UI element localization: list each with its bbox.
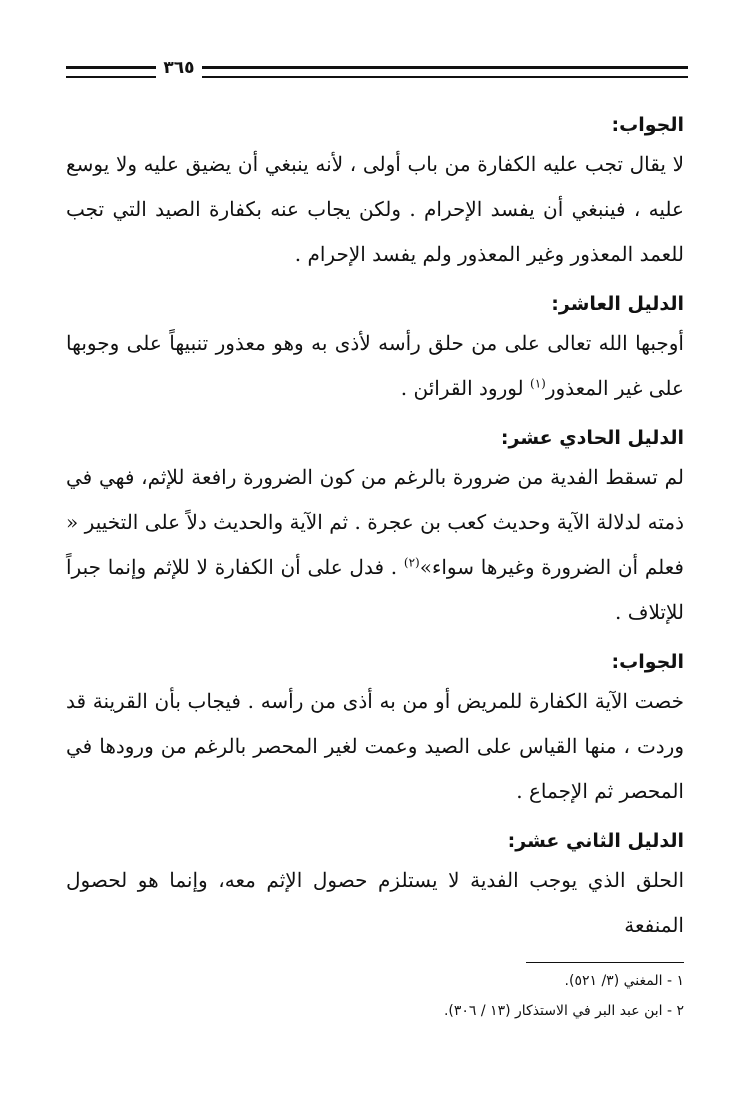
- footnote-ref[interactable]: (٢): [403, 555, 420, 570]
- paragraph: [66, 321, 684, 411]
- header-rule-left: [66, 66, 156, 78]
- footnote: ١ - المغني (٣/ ٥٢١).: [564, 973, 684, 989]
- paragraph: لا يقال تجب عليه الكفارة من باب أولى ، لأنه ينبغي أن يضيق عليه ولا يوسع عليه ، فينبغي أن يفسد الإحرام . ولكن يجاب عنه بكفارة الصيد التي تجب للعمد المعذور وغير المعذور ولم يفسد الإحرام .: [66, 152, 684, 266]
- paragraph: خصت الآية الكفارة للمريض أو من به أذى من رأسه . فيجاب بأن القرينة قد وردت ، منها القياس على الصيد وعمت لغير المحصر بالرغم من ورودها في المحصر ثم الإجماع .: [66, 689, 684, 803]
- footnote-divider: [526, 962, 684, 963]
- footnotes: [66, 966, 684, 1026]
- footnote-ref[interactable]: (١): [530, 376, 546, 391]
- paragraph: الحلق الذي يوجب الفدية لا يستلزم حصول الإثم معه، وإنما هو لحصول المنفعة: [66, 868, 684, 937]
- paragraph-text: لم تسقط الفدية من ضرورة بالرغم من كون الضرورة رافعة للإثم، فهي في ذمته لدلالة الآية وحديث كعب بن عجرة . ثم الآية والحديث دلاً على التخيير « فعلم أن الضرورة وغيرها سواء»: [66, 465, 684, 579]
- page-number: ٣٦٥: [163, 58, 195, 78]
- paragraph-text: لورود القرائن .: [400, 376, 531, 400]
- footnote: ٢ - ابن عبد البر في الاستذكار (١٣ / ٣٠٦).: [443, 1003, 684, 1019]
- section-heading: الجواب:: [611, 114, 684, 136]
- paragraph-text: أوجبها الله تعالى على من حلق رأسه لأذى به وهو معذور تنبيهاً على وجوبها على غير المعذور: [66, 331, 684, 400]
- page-header: [66, 60, 688, 84]
- section-heading: الدليل الحادي عشر:: [500, 427, 684, 449]
- header-rule-right: [202, 66, 688, 78]
- paragraph-text: . فدل على أن الكفارة لا للإثم وإنما جبراً للإتلاف .: [66, 555, 684, 624]
- paragraph: [66, 455, 684, 635]
- section-heading: الجواب:: [611, 651, 684, 673]
- section-heading: الدليل العاشر:: [551, 293, 684, 315]
- page-body: [66, 108, 684, 958]
- section-heading: الدليل الثاني عشر:: [507, 830, 684, 852]
